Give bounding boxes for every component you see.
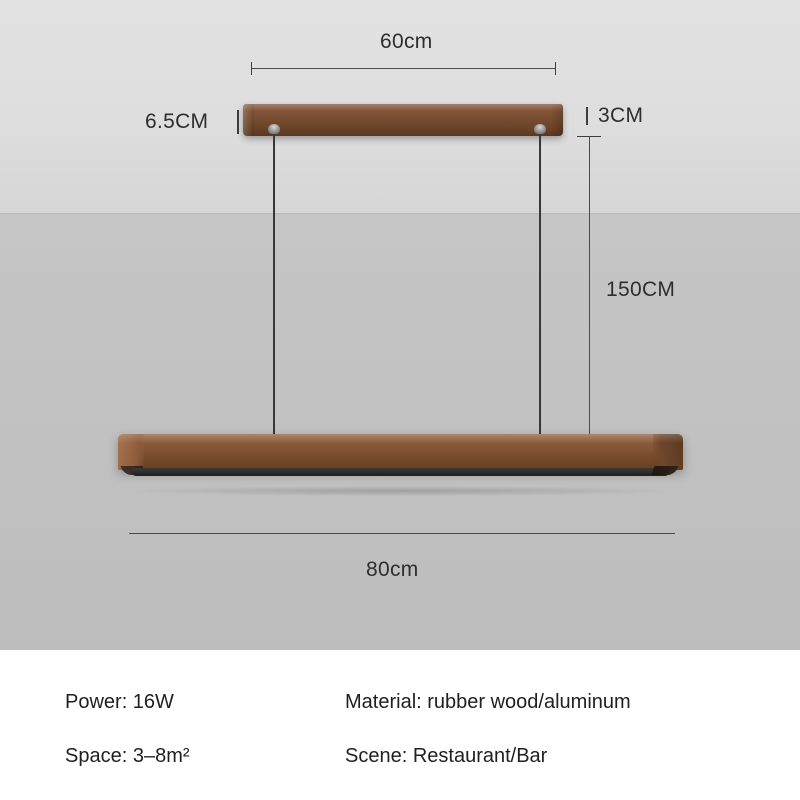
light-bar-wood-body bbox=[118, 434, 683, 470]
canopy-left-endcap bbox=[243, 104, 254, 136]
light-bar-right-bevel bbox=[653, 434, 683, 470]
label-canopy-thickness: 3CM bbox=[598, 104, 644, 127]
label-canopy-height: 6.5CM bbox=[145, 110, 209, 133]
dimension-line-canopy-width bbox=[251, 68, 555, 69]
light-bar-diffuser bbox=[132, 468, 669, 476]
canopy-right-endcap bbox=[552, 104, 563, 136]
tick-canopy-thickness bbox=[586, 107, 588, 125]
dimension-line-bar-width bbox=[129, 533, 675, 534]
light-bar-shadow bbox=[130, 486, 675, 496]
suspension-cable-left bbox=[273, 134, 275, 442]
canopy-mount-knob-right bbox=[534, 124, 546, 134]
label-drop-height: 150CM bbox=[606, 278, 676, 301]
tick-canopy-width-right bbox=[555, 62, 556, 75]
background-wall-lower bbox=[0, 215, 800, 650]
label-canopy-width: 60cm bbox=[380, 30, 433, 53]
spec-scene: Scene: Restaurant/Bar bbox=[345, 745, 548, 767]
dimension-line-drop-height bbox=[589, 136, 590, 445]
spec-power: Power: 16W bbox=[65, 691, 174, 713]
canopy-mount-knob-left bbox=[268, 124, 280, 134]
linear-light-bar bbox=[118, 434, 683, 478]
spec-material: Material: rubber wood/aluminum bbox=[345, 691, 631, 713]
light-bar-diffuser-right-edge bbox=[652, 466, 679, 475]
label-bar-width: 80cm bbox=[366, 558, 419, 581]
light-bar-left-bevel bbox=[118, 434, 144, 470]
suspension-cable-right bbox=[539, 134, 541, 442]
ceiling-canopy bbox=[243, 104, 563, 136]
spec-space: Space: 3–8m² bbox=[65, 745, 190, 767]
tick-canopy-width-left bbox=[251, 62, 252, 75]
tick-drop-top bbox=[577, 136, 601, 137]
spec-info-panel bbox=[0, 650, 800, 800]
tick-canopy-height bbox=[237, 110, 239, 134]
